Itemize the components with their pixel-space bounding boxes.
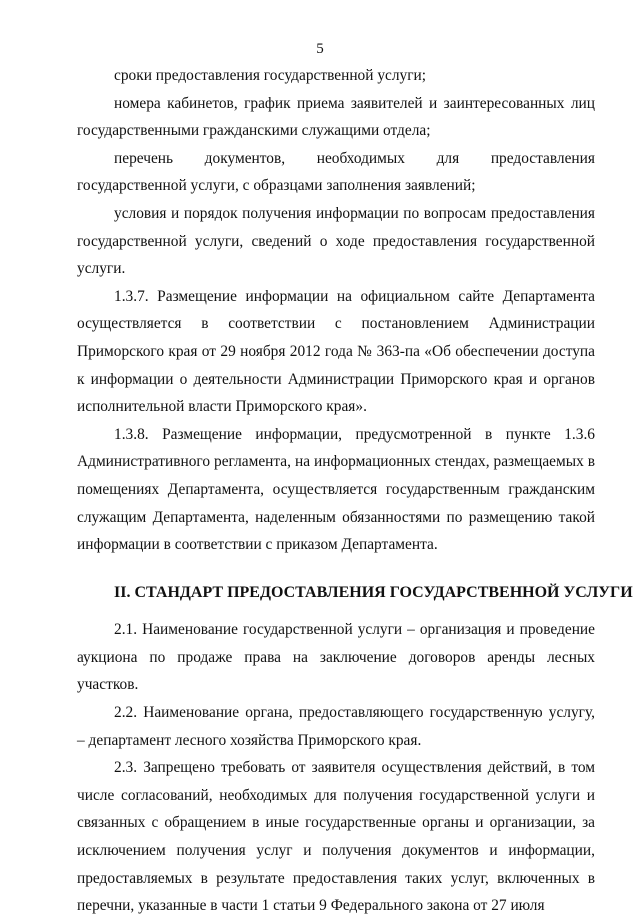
paragraph-2-3: 2.3. Запрещено требовать от заявителя осуществления действий, в том числе согласований, необходимых для получения государственной услуги и связанных с обращением в иные государственные органы и организации, за исключением получения услуг и получения документов и информации, предоставляемых в результате предоставления таких услуг, включенных в перечни, указанные в части 1 статьи 9 Федерального закона от 27 июля <box>77 759 595 915</box>
paragraph-2-1: 2.1. Наименование государственной услуги – организация и проведение аукциона по продаже права на заключение договоров аренды лесных участков. <box>77 621 595 694</box>
paragraph-documents-list: перечень документов, необходимых для предоставления государственной услуги, с образцами заполнения заявлений; <box>77 149 595 195</box>
paragraph-office-numbers: номера кабинетов, график приема заявителей и заинтересованных лиц государственными гражданскими служащими отдела; <box>77 94 595 140</box>
document-body <box>77 62 633 920</box>
section-heading: II. СТАНДАРТ ПРЕДОСТАВЛЕНИЯ ГОСУДАРСТВЕННОЙ УСЛУГИ <box>114 583 633 601</box>
paragraph-2-2: 2.2. Наименование органа, предоставляющего государственную услугу, – департамент лесного хозяйства Приморского края. <box>77 704 595 749</box>
paragraph-1-3-8: 1.3.8. Размещение информации, предусмотренной в пункте 1.3.6 Административного регламента, на информационных стендах, размещаемых в помещениях Департамента, осуществляется государственным гражданским служащим Департамента, наделенным обязанностями по размещению такой информации в соответствии с приказом Департамента. <box>77 425 595 554</box>
paragraph-information-conditions: условия и порядок получения информации по вопросам предоставления государственной услуги, сведений о ходе предоставления государственной услуги. <box>77 204 595 278</box>
paragraph-terms: сроки предоставления государственной услуги; <box>114 67 427 84</box>
page-number: 5 <box>316 41 324 57</box>
paragraph-1-3-7: 1.3.7. Размещение информации на официальном сайте Департамента осуществляется в соответствии с постановлением Администрации Приморского края от 29 ноября 2012 года № 363-па «Об обеспечении доступа к информации о деятельности Администрации Приморского края и органов исполнительной власти Приморского края». <box>77 287 595 416</box>
